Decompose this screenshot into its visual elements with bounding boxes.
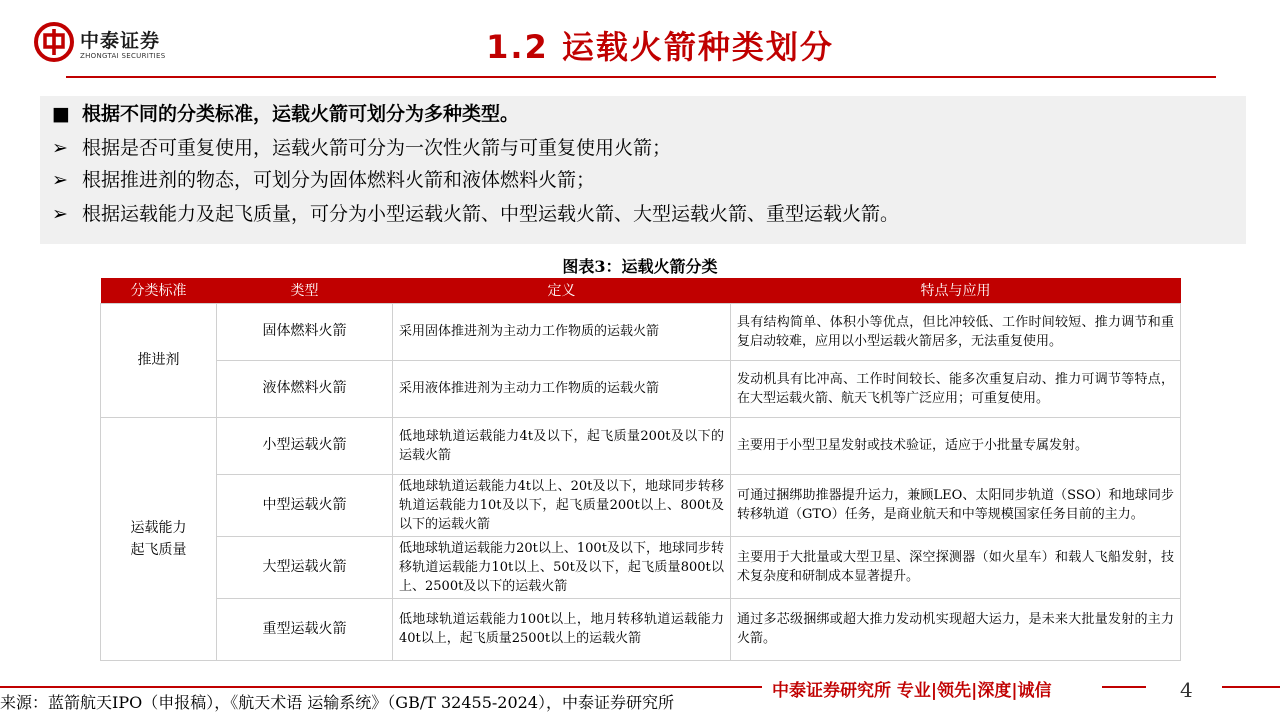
- arrow-bullet-icon: ➢: [52, 169, 68, 191]
- brand-name-en: ZHONGTAI SECURITIES: [80, 52, 166, 60]
- summary-point-text: 根据是否可重复使用，运载火箭可分为一次性火箭与可重复使用火箭；: [82, 137, 672, 159]
- definition-cell: 低地球轨道运载能力4t及以下，起飞质量200t及以下的运载火箭: [393, 417, 731, 474]
- footer-divider-right: [1222, 686, 1280, 688]
- summary-lead: [52, 102, 519, 126]
- summary-lead-text: 根据不同的分类标准，运载火箭可划分为多种类型。: [82, 103, 520, 125]
- category-label: 运载能力: [130, 519, 187, 536]
- definition-cell: 低地球轨道运载能力4t以上、20t及以下，地球同步转移轨道运载能力10t及以下，起飞质量200t以上、800t及以下的运载火箭: [393, 474, 731, 536]
- arrow-bullet-icon: ➢: [52, 137, 68, 159]
- features-cell: 主要用于小型卫星发射或技术验证，适应于小批量专属发射。: [731, 417, 1181, 474]
- company-logo: [34, 20, 194, 66]
- summary-point: [52, 202, 899, 226]
- zhongtai-logo-icon: [34, 22, 74, 62]
- table-row: [101, 417, 1181, 474]
- table-header-row: [101, 278, 1181, 303]
- title-divider: [66, 76, 1216, 78]
- header-features: 特点与应用: [731, 278, 1181, 303]
- type-cell: 固体燃料火箭: [217, 303, 393, 360]
- source-note: 来源：蓝箭航天IPO（申报稿），《航天术语 运输系统》（GB/T 32455-2024），中泰证券研究所: [0, 693, 675, 712]
- summary-point: [52, 168, 595, 192]
- definition-cell: 采用液体推进剂为主动力工作物质的运载火箭: [393, 360, 731, 417]
- type-cell: 小型运载火箭: [217, 417, 393, 474]
- features-cell: 具有结构简单、体积小等优点，但比冲较低、工作时间较短、推力调节和重复启动较难，应用以小型运载火箭居多，无法重复使用。: [731, 303, 1181, 360]
- summary-point-text: 根据推进剂的物态，可划分为固体燃料火箭和液体燃料火箭；: [82, 169, 596, 191]
- header-type: 类型: [217, 278, 393, 303]
- rocket-classification-table: [100, 278, 1181, 661]
- type-cell: 大型运载火箭: [217, 536, 393, 598]
- definition-cell: 低地球轨道运载能力100t以上，地月转移轨道运载能力40t以上，起飞质量2500t以上的运载火箭: [393, 598, 731, 660]
- table-row: [101, 360, 1181, 417]
- type-cell: 液体燃料火箭: [217, 360, 393, 417]
- category-label: 起飞质量: [130, 541, 187, 558]
- category-label: 推进剂: [137, 352, 180, 368]
- type-cell: 中型运载火箭: [217, 474, 393, 536]
- footer-slogan: 中泰证券研究所 专业|领先|深度|诚信: [772, 681, 1052, 701]
- table-row: [101, 598, 1181, 660]
- definition-cell: 采用固体推进剂为主动力工作物质的运载火箭: [393, 303, 731, 360]
- header-definition: 定义: [393, 278, 731, 303]
- page-number: 4: [1180, 678, 1193, 702]
- page-title: 1.2 运载火箭种类划分: [486, 28, 834, 66]
- type-cell: 重型运载火箭: [217, 598, 393, 660]
- brand-name-cn: 中泰证券: [80, 30, 161, 52]
- summary-point: [52, 136, 671, 160]
- header-category: 分类标准: [101, 278, 217, 303]
- table-row: [101, 303, 1181, 360]
- definition-cell: 低地球轨道运载能力20t以上、100t及以下，地球同步转移轨道运载能力10t以上、50t及以下，起飞质量800t以上、2500t及以下的运载火箭: [393, 536, 731, 598]
- category-cell: [101, 303, 217, 417]
- category-cell: [101, 417, 217, 660]
- summary-box: [40, 96, 1246, 244]
- features-cell: 可通过捆绑助推器提升运力，兼顾LEO、太阳同步轨道（SSO）和地球同步转移轨道（GTO）任务，是商业航天和中等规模国家任务目前的主力。: [731, 474, 1181, 536]
- table-row: [101, 474, 1181, 536]
- footer-divider-mid: [1102, 686, 1146, 688]
- features-cell: 发动机具有比冲高、工作时间较长、能多次重复启动、推力可调节等特点，在大型运载火箭、航天飞机等广泛应用；可重复使用。: [731, 360, 1181, 417]
- table-row: [101, 536, 1181, 598]
- square-bullet-icon: ■: [52, 103, 70, 125]
- features-cell: 通过多芯级捆绑或超大推力发动机实现超大运力，是未来大批量发射的主力火箭。: [731, 598, 1181, 660]
- footer-divider-left: [0, 686, 762, 688]
- figure-caption: 图表3：运载火箭分类: [562, 257, 718, 276]
- summary-point-text: 根据运载能力及起飞质量，可分为小型运载火箭、中型运载火箭、大型运载火箭、重型运载火箭。: [82, 203, 900, 225]
- features-cell: 主要用于大批量或大型卫星、深空探测器（如火星车）和载人飞船发射，技术复杂度和研制成本显著提升。: [731, 536, 1181, 598]
- arrow-bullet-icon: ➢: [52, 203, 68, 225]
